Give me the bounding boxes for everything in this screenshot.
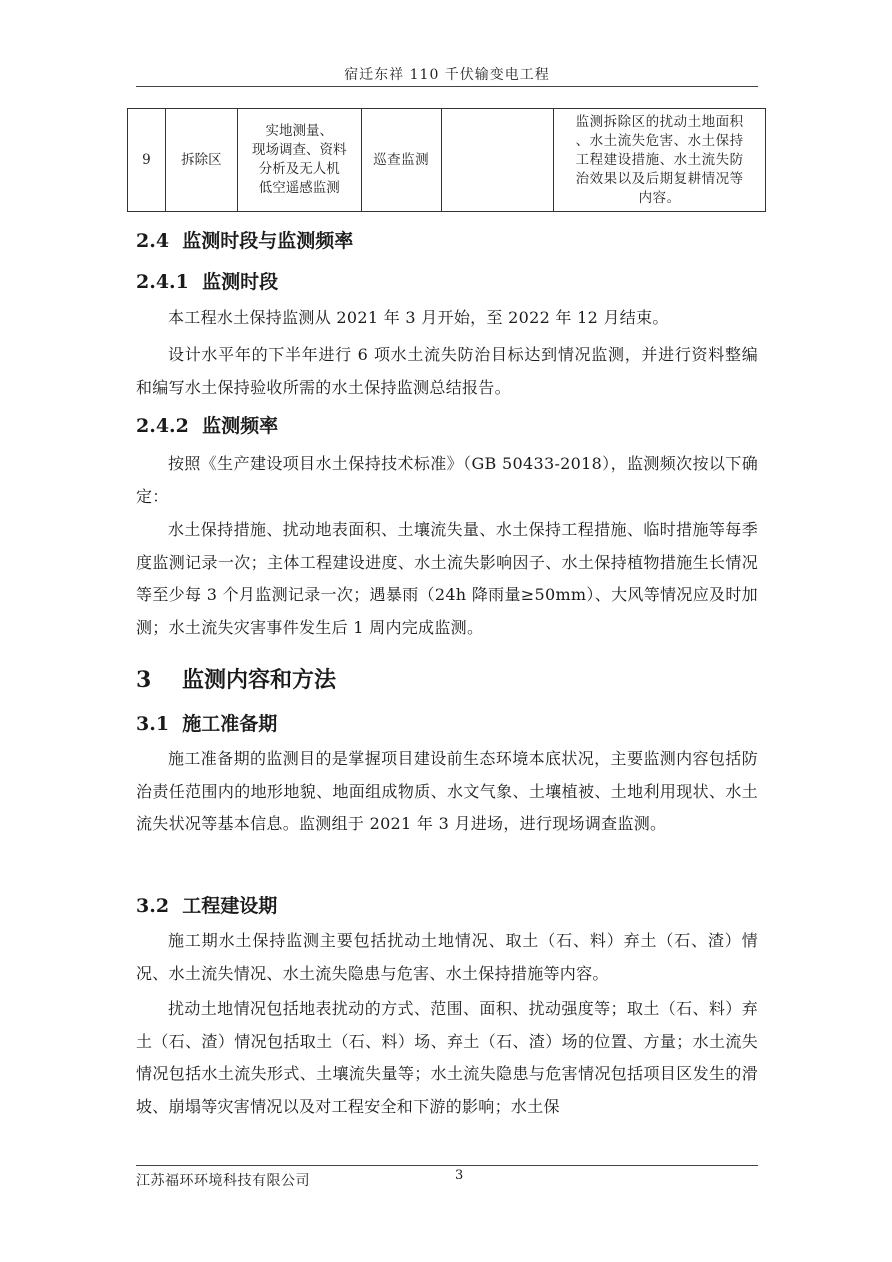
content-line: 、水土流失危害、水土保持 [575, 132, 744, 149]
cell-methods [237, 109, 361, 212]
method-line: 现场调查、资料 [251, 142, 347, 158]
heading-number: 3 [136, 667, 152, 693]
heading-number: 3.2 [136, 895, 170, 917]
cell-area: 拆除区 [165, 109, 237, 212]
cell-number: 9 [128, 109, 166, 212]
header-rule [136, 86, 758, 87]
paragraph: 扰动土地情况包括地表扰动的方式、范围、面积、扰动强度等；取土（石、料）弃土（石、渣）情况包括取土（石、料）场、弃土（石、渣）场的位置、方量；水土流失情况包括水土流失形式、土壤流失量等；水土流失隐患与危害情况包括项目区发生的滑坡、崩塌等灾害情况以及对工程安全和下游的影响；水土保 [136, 999, 758, 1117]
monitoring-table [127, 108, 766, 212]
paragraph: 施工期水土保持监测主要包括扰动土地情况、取土（石、料）弃土（石、渣）情况、水土流失情况、水土流失隐患与危害、水土保持措施等内容。 [136, 931, 758, 983]
content-line: 内容。 [638, 189, 681, 206]
content-line: 工程建设措施、水土流失防 [575, 151, 744, 168]
heading-title: 工程建设期 [182, 895, 278, 917]
cell-content [554, 109, 766, 212]
paragraph: 水土保持措施、扰动地表面积、土壤流失量、水土保持工程措施、临时措施等每季度监测记录一次；主体工程建设进度、水土流失影响因子、水土保持植物措施生长情况等至少每 3 个月监测记录一次；遇暴雨（24h 降雨量≥50mm）、大风等情况应及时加测；水土流失灾害事件发生后 1 周内完成监测。 [136, 520, 758, 638]
heading-number: 2.4.1 [136, 271, 189, 293]
heading-title: 施工准备期 [182, 713, 278, 735]
footer-company: 江苏福环环境科技有限公司 [136, 1173, 310, 1189]
content-line: 治效果以及后期复耕情况等 [575, 170, 744, 187]
page-number: 3 [455, 1168, 464, 1183]
table-row [128, 109, 766, 212]
heading-3-1 [136, 709, 277, 736]
content-line: 监测拆除区的扰动土地面积 [575, 113, 744, 130]
method-line: 实地测量、 [265, 123, 333, 139]
footer-rule [136, 1165, 758, 1166]
heading-title: 监测内容和方法 [181, 667, 336, 693]
heading-3-2 [136, 891, 277, 918]
heading-2-4 [136, 226, 353, 253]
heading-title: 监测频率 [202, 415, 279, 437]
paragraph: 本工程水土保持监测从 2021 年 3 月开始，至 2022 年 12 月结束。 [168, 308, 669, 327]
method-line: 低空遥感监测 [258, 180, 340, 196]
heading-number: 2.4.2 [136, 415, 189, 437]
heading-2-4-1 [136, 267, 278, 294]
paragraph: 设计水平年的下半年进行 6 项水土流失防治目标达到情况监测，并进行资料整编和编写水土保持验收所需的水土保持监测总结报告。 [136, 345, 758, 397]
heading-3 [136, 663, 336, 694]
cell-blank [441, 109, 554, 212]
heading-title: 监测时段与监测频率 [182, 230, 354, 252]
heading-title: 监测时段 [202, 271, 279, 293]
paragraph: 施工准备期的监测目的是掌握项目建设前生态环境本底状况，主要监测内容包括防治责任范围内的地形地貌、地面组成物质、水文气象、土壤植被、土地利用现状、水土流失状况等基本信息。监测组于 2021 年 3 月进场，进行现场调查监测。 [136, 749, 758, 834]
paragraph: 按照《生产建设项目水土保持技术标准》（GB 50433-2018），监测频次按以下确定： [136, 454, 758, 506]
heading-number: 3.1 [136, 713, 170, 735]
heading-2-4-2 [136, 411, 278, 438]
cell-frequency: 巡查监测 [361, 109, 441, 212]
heading-number: 2.4 [136, 230, 170, 252]
method-line: 分析及无人机 [258, 161, 340, 177]
page-header: 宿迁东祥 110 千伏输变电工程 [344, 67, 550, 83]
